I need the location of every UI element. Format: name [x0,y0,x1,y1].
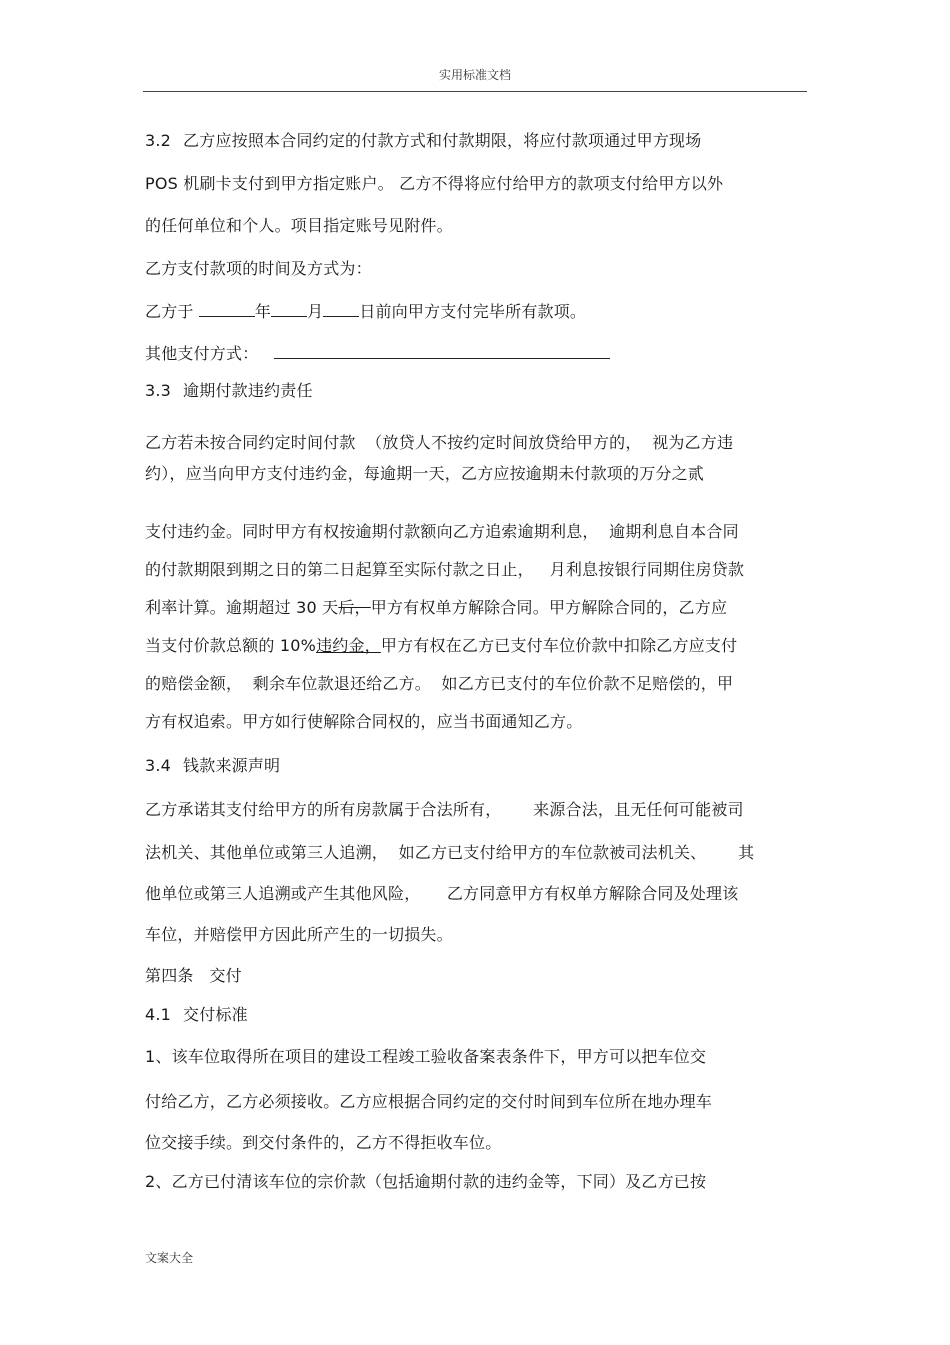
clause-title: 钱款来源声明 [183,756,281,775]
text-segment: 利率计算。逾期超过 30 天 [145,598,339,617]
other-payment-label: 其他支付方式： [145,344,259,363]
deadline-text-d: 日前向甲方支付完毕所有款项。 [359,302,587,321]
article-4-heading: 第四条 交付 [145,966,242,985]
payment-deadline-line [145,300,586,322]
clause-4-1-line-2: 付给乙方，乙方必须接收。乙方应根据合同约定的交付时间到车位所在地办理车 [145,1092,713,1111]
header-divider [143,91,807,92]
clause-text: 乙方应按照本合同约定的付款方式和付款期限，将应付款项通过甲方现场 [183,131,702,150]
clause-number: 3.2 [145,131,172,150]
clause-number: 3.3 [145,381,172,400]
clause-3-2-line-2: POS 机刷卡支付到甲方指定账户。 乙方不得将应付给甲方的款项支付给甲方以外 [145,174,724,193]
text-segment: 甲方有权在乙方已支付车位价款中扣除乙方应支付 [380,636,738,655]
year-label: 年 [254,302,272,321]
clause-3-4-line-3: 他单位或第三人追溯或产生其他风险， 乙方同意甲方有权单方解除合同及处理该 [145,884,739,903]
other-payment-blank[interactable] [274,342,610,359]
deadline-text-a: 乙方于 [145,302,194,321]
payment-time-heading: 乙方支付款项的时间及方式为： [145,259,372,278]
clause-4-1-heading [145,1005,248,1025]
clause-3-2-line-1 [145,131,701,151]
other-payment-line [145,342,610,364]
clause-3-3-line-3: 支付违约金。同时甲方有权按逾期付款额向乙方追索逾期利息， 逾期利息自本合同 [145,522,739,541]
month-blank[interactable] [271,300,307,317]
clause-3-3-line-8: 方有权追索。甲方如行使解除合同权的，应当书面通知乙方。 [145,712,583,731]
page-footer: 文案大全 [145,1251,194,1265]
clause-3-3-line-4: 的付款期限到期之日的第二日起算至实际付款之日止， 月利息按银行同期住房贷款 [145,560,745,579]
month-label: 月 [307,302,324,321]
clause-3-4-heading [145,756,280,776]
clause-3-3-line-2: 约），应当向甲方支付违约金，每逾期一天，乙方应按逾期未付款项的万分之贰 [145,464,705,483]
clause-3-4-line-2: 法机关、其他单位或第三人追溯， 如乙方已支付给甲方的车位款被司法机关、 其 [145,843,755,862]
text-segment: 甲方有权单方解除合同。甲方解除合同的，乙方应 [370,598,728,617]
clause-4-1-line-3: 位交接手续。到交付条件的，乙方不得拒收车位。 [145,1133,502,1152]
clause-3-2-line-3: 的任何单位和个人。项目指定账号见附件。 [145,216,453,235]
underlined-text: 违约金， [316,636,381,655]
page-header: 实用标准文档 [438,68,511,82]
clause-3-3-line-6 [145,636,737,656]
year-blank[interactable] [199,300,255,317]
clause-title: 逾期付款违约责任 [183,381,313,400]
clause-3-3-heading [145,381,313,401]
clause-number: 4.1 [145,1005,172,1024]
clause-3-3-line-5 [145,598,727,618]
text-segment: 当支付价款总额的 10% [145,636,317,655]
day-blank[interactable] [323,300,359,317]
clause-3-3-line-7: 的赔偿金额， 剩余车位款退还给乙方。 如乙方已支付的车位价款不足赔偿的，甲 [145,674,734,693]
clause-3-4-line-4: 车位，并赔偿甲方因此所产生的一切损失。 [145,925,453,944]
clause-4-1-line-1: 1、该车位取得所在项目的建设工程竣工验收备案表条件下，甲方可以把车位交 [145,1047,707,1066]
struck-text: 后， [338,598,371,617]
clause-title: 交付标准 [183,1005,248,1024]
clause-4-1-line-4: 2、乙方已付清该车位的宗价款（包括逾期付款的违约金等，下同）及乙方已按 [145,1172,707,1191]
clause-number: 3.4 [145,756,172,775]
clause-3-4-line-1: 乙方承诺其支付给甲方的所有房款属于合法所有， 来源合法，且无任何可能被司 [145,800,744,819]
clause-3-3-line-1: 乙方若未按合同约定时间付款 （放贷人不按约定时间放贷给甲方的， 视为乙方违 [145,433,734,452]
